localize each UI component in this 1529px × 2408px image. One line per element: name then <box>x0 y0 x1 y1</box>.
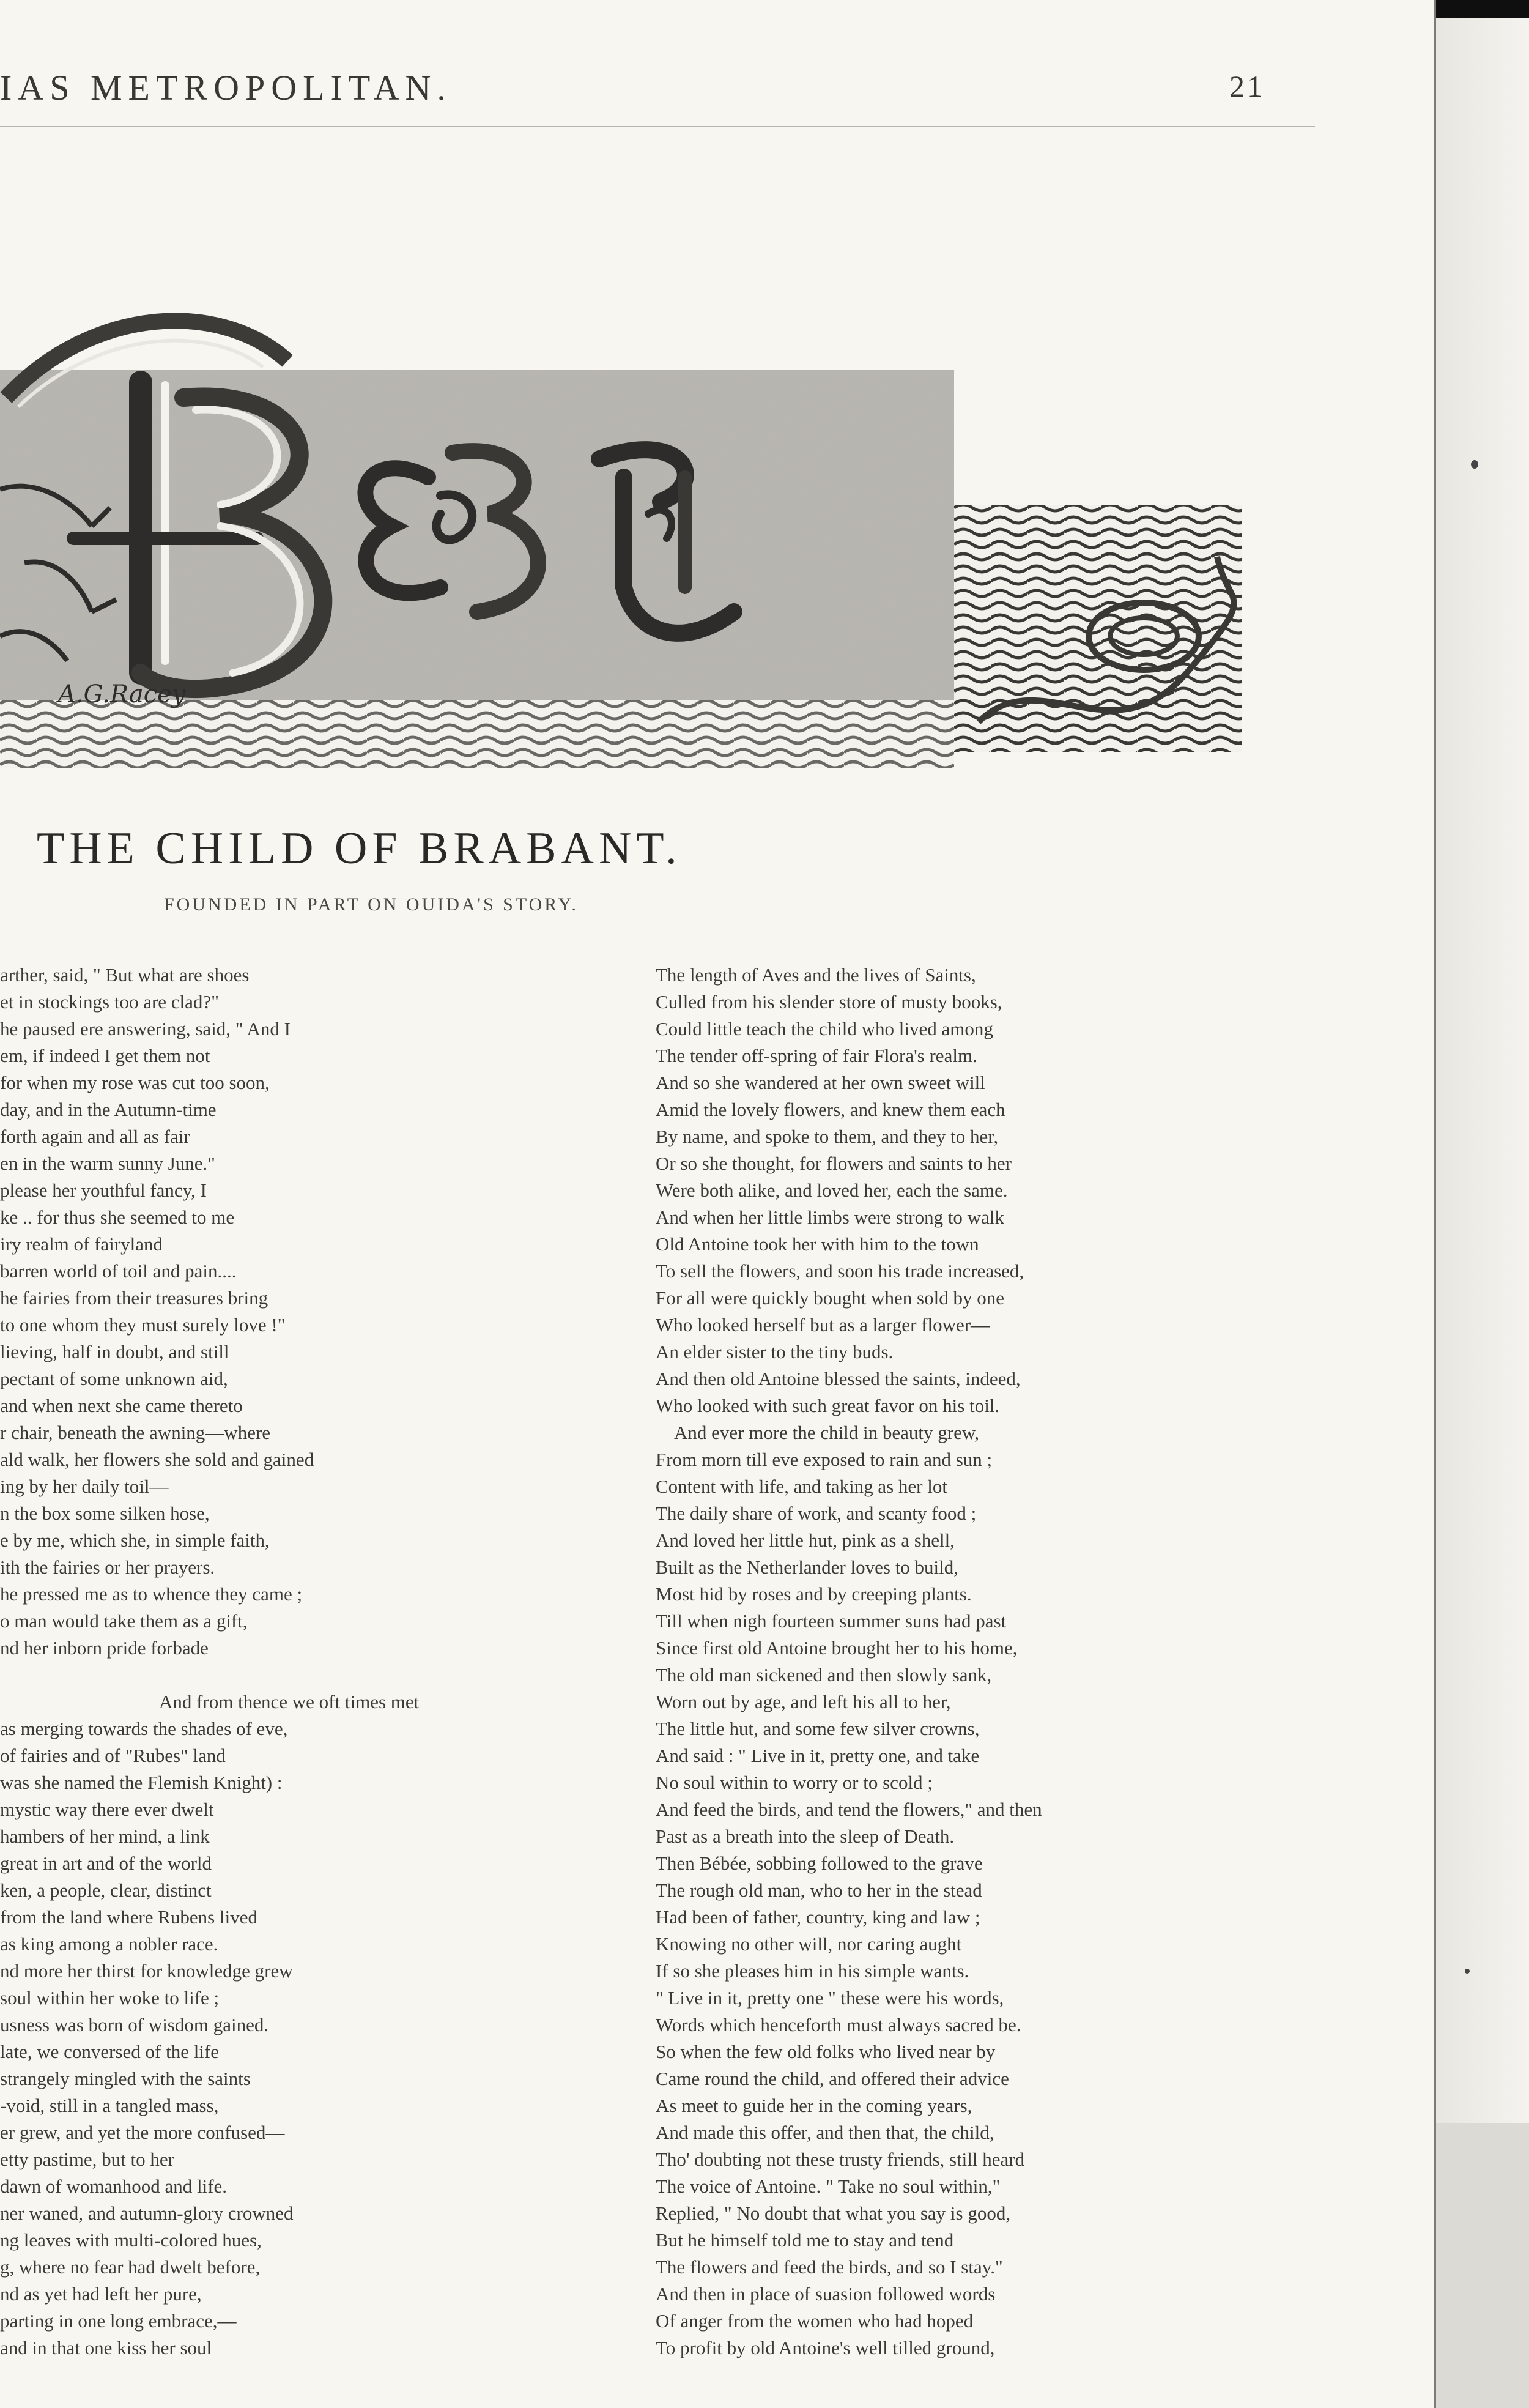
poem-line: ke .. for thus she seemed to me <box>0 1206 235 1228</box>
poem-line: as king among a nobler race. <box>0 1933 218 1955</box>
poem-line: ing by her daily toil— <box>0 1476 169 1497</box>
poem-line: From morn till eve exposed to rain and sun ; <box>656 1449 993 1470</box>
poem-line: Most hid by roses and by creeping plants. <box>656 1583 972 1605</box>
poem-line: day, and in the Autumn-time <box>0 1099 217 1120</box>
bebe-title-banner <box>0 294 1242 777</box>
poem-line: -void, still in a tangled mass, <box>0 2095 219 2116</box>
poem-line: Words which henceforth must always sacred be. <box>656 2014 1021 2035</box>
artist-signature: A.G.Racey <box>58 680 186 708</box>
poem-line: And loved her little hut, pink as a shell, <box>656 1529 955 1551</box>
poem-line: he pressed me as to whence they came ; <box>0 1583 303 1605</box>
poem-line: Who looked with such great favor on his toil. <box>656 1395 1000 1416</box>
poem-line: And when her little limbs were strong to walk <box>656 1206 1004 1228</box>
poem-line: Past as a breath into the sleep of Death. <box>656 1826 955 1847</box>
poem-line: he paused ere answering, said, " And I <box>0 1018 291 1039</box>
poem-line: The old man sickened and then slowly sank, <box>656 1664 992 1685</box>
poem-line: usness was born of wisdom gained. <box>0 2014 269 2035</box>
poem-line: late, we conversed of the life <box>0 2041 220 2062</box>
poem-line: And feed the birds, and tend the flowers," and then <box>656 1799 1042 1820</box>
poem-line: An elder sister to the tiny buds. <box>656 1341 894 1362</box>
poem-line: Worn out by age, and left his all to her, <box>656 1691 951 1712</box>
poem-column-left <box>0 962 612 2362</box>
poem-line: If so she pleases him in his simple wants. <box>656 1960 969 1982</box>
poem-line: strangely mingled with the saints <box>0 2068 251 2089</box>
poem-line: The rough old man, who to her in the stead <box>656 1879 982 1901</box>
poem-line: Content with life, and taking as her lot <box>656 1476 947 1497</box>
poem-line: The daily share of work, and scanty food ; <box>656 1503 977 1524</box>
poem-line: and in that one kiss her soul <box>0 2337 212 2358</box>
poem-line: from the land where Rubens lived <box>0 1906 257 1928</box>
article-subtitle: FOUNDED IN PART ON OUIDA'S STORY. <box>164 894 579 915</box>
poem-line: o man would take them as a gift, <box>0 1610 248 1632</box>
poem-line: nd as yet had left her pure, <box>0 2283 202 2305</box>
poem-line: Came round the child, and offered their advice <box>656 2068 1009 2089</box>
poem-line: And from thence we oft times met <box>159 1691 420 1712</box>
poem-line: And then old Antoine blessed the saints, indeed, <box>656 1368 1021 1389</box>
poem-line: n the box some silken hose, <box>0 1503 210 1524</box>
poem-line: Since first old Antoine brought her to his home, <box>656 1637 1018 1659</box>
poem-line: for when my rose was cut too soon, <box>0 1072 270 1093</box>
poem-line: Culled from his slender store of musty books, <box>656 991 1002 1013</box>
poem-line: And then in place of suasion followed words <box>656 2283 996 2305</box>
poem-line: forth again and all as fair <box>0 1126 190 1147</box>
poem-line: en in the warm sunny June." <box>0 1153 215 1174</box>
poem-line: em, if indeed I get them not <box>0 1045 210 1066</box>
poem-line: As meet to guide her in the coming years, <box>656 2095 972 2116</box>
poem-line: Tho' doubting not these trusty friends, still heard <box>656 2149 1025 2170</box>
poem-line: ng leaves with multi-colored hues, <box>0 2229 262 2251</box>
poem-line: Of anger from the women who had hoped <box>656 2310 974 2332</box>
poem-line: nd more her thirst for knowledge grew <box>0 1960 293 1982</box>
poem-line: The voice of Antoine. " Take no soul within," <box>656 2176 1001 2197</box>
poem-line: please her youthful fancy, I <box>0 1180 207 1201</box>
poem-line: The length of Aves and the lives of Saints, <box>656 964 976 986</box>
poem-line: as merging towards the shades of eve, <box>0 1718 288 1739</box>
poem-line: r chair, beneath the awning—where <box>0 1422 271 1443</box>
article-title: THE CHILD OF BRABANT. <box>37 823 682 874</box>
poem-line: parting in one long embrace,— <box>0 2310 237 2332</box>
swirl-floor <box>0 700 954 768</box>
scan-speck <box>1471 460 1478 469</box>
poem-line: was she named the Flemish Knight) : <box>0 1772 283 1793</box>
running-title: IAS METROPOLITAN. <box>0 68 452 108</box>
page-number: 21 <box>1229 69 1265 103</box>
poem-line: By name, and spoke to them, and they to her, <box>656 1126 999 1147</box>
poem-line: of fairies and of "Rubes" land <box>0 1745 226 1766</box>
poem-line: Who looked herself but as a larger flower— <box>656 1314 990 1336</box>
poem-line: e by me, which she, in simple faith, <box>0 1529 270 1551</box>
poem-line: But he himself told me to stay and tend <box>656 2229 954 2251</box>
poem-column-right <box>656 962 1231 2362</box>
poem-line: hambers of her mind, a link <box>0 1826 210 1847</box>
poem-line: Knowing no other will, nor caring aught <box>656 1933 962 1955</box>
poem-line: ald walk, her flowers she sold and gained <box>0 1449 314 1470</box>
poem-line: Or so she thought, for flowers and saints to her <box>656 1153 1012 1174</box>
poem-line: ith the fairies or her prayers. <box>0 1556 215 1578</box>
poem-line: lieving, half in doubt, and still <box>0 1341 229 1362</box>
poem-line: er grew, and yet the more confused— <box>0 2122 285 2143</box>
poem-line: And ever more the child in beauty grew, <box>674 1422 979 1443</box>
poem-line: he fairies from their treasures bring <box>0 1287 268 1309</box>
scan-speck <box>1465 1969 1470 1974</box>
poem-line: The tender off-spring of fair Flora's realm. <box>656 1045 977 1066</box>
poem-line: To profit by old Antoine's well tilled ground, <box>656 2337 995 2358</box>
poem-line: So when the few old folks who lived near by <box>656 2041 996 2062</box>
poem-line: Then Bébée, sobbing followed to the grave <box>656 1852 983 1874</box>
poem-line: And made this offer, and then that, the child, <box>656 2122 994 2143</box>
poem-line: Built as the Netherlander loves to build, <box>656 1556 959 1578</box>
poem-line: et in stockings too are clad?" <box>0 991 219 1013</box>
poem-line: dawn of womanhood and life. <box>0 2176 228 2197</box>
poem-line: Could little teach the child who lived among <box>656 1018 993 1039</box>
header-rule <box>0 126 1315 127</box>
poem-line: ner waned, and autumn-glory crowned <box>0 2202 294 2224</box>
poem-line: For all were quickly bought when sold by one <box>656 1287 1004 1309</box>
scan-margin <box>1434 18 1529 2408</box>
poem-line: Had been of father, country, king and law ; <box>656 1906 980 1928</box>
poem-line: soul within her woke to life ; <box>0 1987 220 2009</box>
poem-line: Were both alike, and loved her, each the same. <box>656 1180 1008 1201</box>
swirl-ornament <box>954 505 1242 752</box>
poem-line: iry realm of fairyland <box>0 1233 163 1255</box>
poem-line: barren world of toil and pain.... <box>0 1260 237 1282</box>
poem-line: Till when nigh fourteen summer suns had past <box>656 1610 1007 1632</box>
poem-line: etty pastime, but to her <box>0 2149 174 2170</box>
poem-line: g, where no fear had dwelt before, <box>0 2256 261 2278</box>
poem-line: ken, a people, clear, distinct <box>0 1879 212 1901</box>
poem-line: pectant of some unknown aid, <box>0 1368 228 1389</box>
poem-line: The little hut, and some few silver crowns, <box>656 1718 980 1739</box>
poem-line: Old Antoine took her with him to the town <box>656 1233 979 1255</box>
poem-line: nd her inborn pride forbade <box>0 1637 209 1659</box>
poem-line: mystic way there ever dwelt <box>0 1799 214 1820</box>
poem-line: No soul within to worry or to scold ; <box>656 1772 933 1793</box>
poem-line: " Live in it, pretty one " these were his words, <box>656 1987 1004 2009</box>
poem-line: The flowers and feed the birds, and so I stay." <box>656 2256 1003 2278</box>
poem-line: Amid the lovely flowers, and knew them each <box>656 1099 1005 1120</box>
poem-line: to one whom they must surely love !" <box>0 1314 286 1336</box>
poem-line: Replied, " No doubt that what you say is good, <box>656 2202 1011 2224</box>
poem-line: arther, said, " But what are shoes <box>0 964 250 986</box>
poem-line: and when next she came thereto <box>0 1395 243 1416</box>
poem-line: And so she wandered at her own sweet will <box>656 1072 985 1093</box>
poem-line: great in art and of the world <box>0 1852 212 1874</box>
poem-line: To sell the flowers, and soon his trade increased, <box>656 1260 1024 1282</box>
poem-line: And said : " Live in it, pretty one, and take <box>656 1745 980 1766</box>
